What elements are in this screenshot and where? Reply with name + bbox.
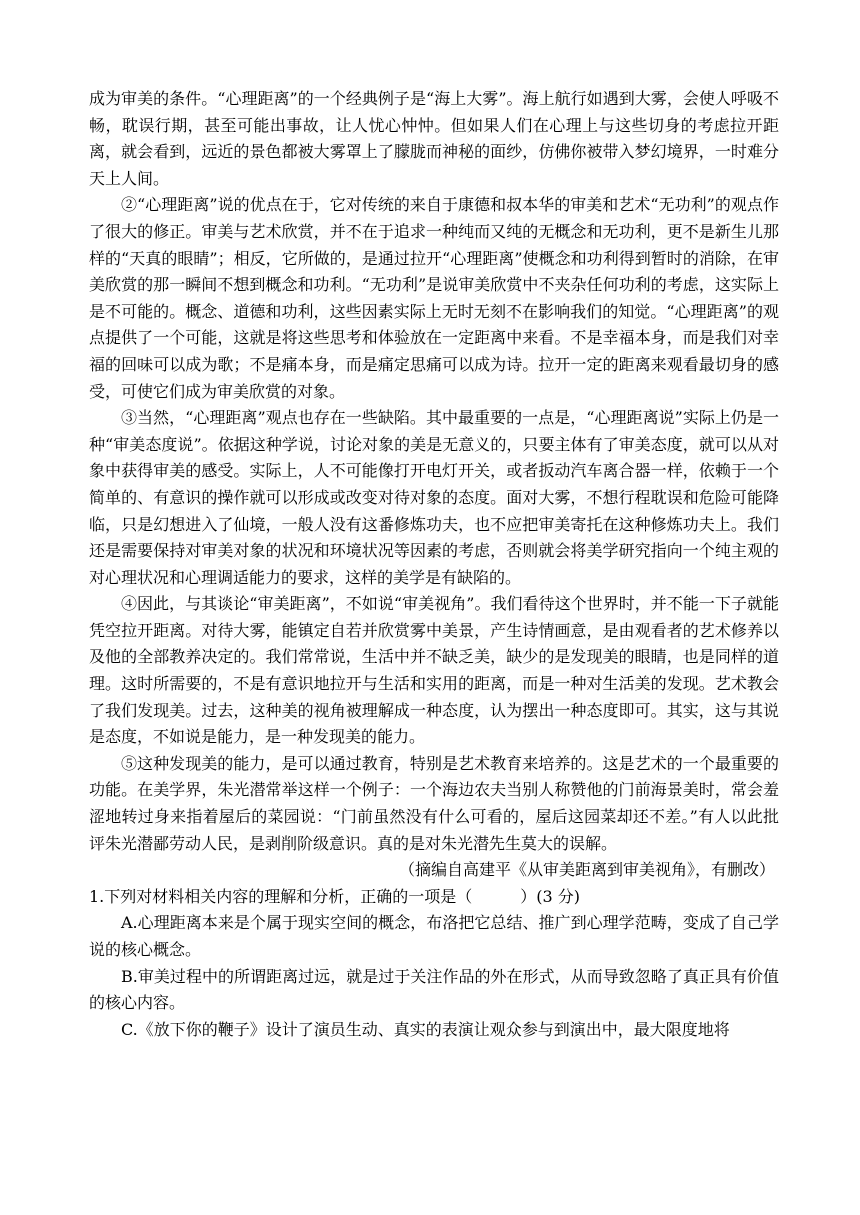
question-stem: 1.下列对材料相关内容的理解和分析，正确的一项是（ ）(3 分) xyxy=(89,886,581,906)
article-paragraph-2: ②“心理距离”说的优点在于，它对传统的来自于康德和叔本华的审美和艺术“无功利”的观点作了很大的修正。审美与艺术欣赏，并不在于追求一种纯而又纯的无概念和无功利，更不是新生儿那样的“天真的眼睛”；相反，它所做的，是通过拉开“心理距离”使概念和功利得到暂时的消除，在审美欣赏的那一瞬间不想到概念和功利。“无功利”是说审美欣赏中不夹杂任何功利的考虑，这实际上是不可能的。概念、道德和功利，这些因素实际上无时无刻不在影响我们的知觉。“心理距离”的观点提供了一个可能，这就是将这些思考和体验放在一定距离中来看。不是幸福本身，而是我们对幸福的回味可以成为歌；不是痛本身，而是痛定思痛可以成为诗。拉开一定的距离来观看最切身的感受，可使它们成为审美欣赏的对象。 xyxy=(89,195,779,401)
option-b: B.审美过程中的所谓距离过远，就是过于关注作品的外在形式，从而导致忽略了真正具有价值的核心内容。 xyxy=(89,966,779,1013)
option-a: A.心理距离本来是个属于现实空间的概念，布洛把它总结、推广到心理学范畴，变成了自己学说的核心概念。 xyxy=(89,913,779,959)
source-citation: （摘编自高建平《从审美距离到审美视角》，有删改） xyxy=(398,860,775,880)
article-paragraph-continued: 成为审美的条件。“心理距离”的一个经典例子是“海上大雾”。海上航行如遇到大雾，会使人呼吸不畅，耽误行期，甚至可能出事故，让人忧心忡忡。但如果人们在心理上与这些切身的考虑拉开距离，就会看到，远近的景色都被大雾罩上了朦胧而神秘的面纱，仿佛你被带入梦幻境界，一时难分天上人间。 xyxy=(89,89,779,188)
article-paragraph-5: ⑤这种发现美的能力，是可以通过教育，特别是艺术教育来培养的。这是艺术的一个最重要的功能。在美学界，朱光潜常举这样一个例子：一个海边农夫当别人称赞他的门前海景美时，常会羞涩地转过身来指着屋后的菜园说：“门前虽然没有什么可看的，屋后这园菜却还不差。”有人以此批评朱光潜鄙劳动人民，是剥削阶级意识。真的是对朱光潜先生莫大的误解。 xyxy=(89,753,779,853)
exam-page xyxy=(89,86,779,1043)
option-c: C.《放下你的鞭子》设计了演员生动、真实的表演让观众参与到演出中，最大限度地将 xyxy=(121,1019,730,1039)
article-paragraph-4: ④因此，与其谈论“审美距离”，不如说“审美视角”。我们看待这个世界时，并不能一下子就能凭空拉开距离。对待大雾，能镇定自若并欣赏雾中美景，产生诗情画意，是由观看者的艺术修养以及他的全部教养决定的。我们常常说，生活中并不缺乏美，缺少的是发现美的眼睛，也是同样的道理。这时所需要的，不是有意识地拉开与生活和实用的距离，而是一种对生活美的发现。艺术教会了我们发现美。过去，这种美的视角被理解成一种态度，认为摆出一种态度即可。其实，这与其说是态度，不如说是能力，是一种发现美的能力。 xyxy=(89,594,779,747)
article-paragraph-3: ③当然，“心理距离”观点也存在一些缺陷。其中最重要的一点是，“心理距离说”实际上仍是一种“审美态度说”。依据这种学说，讨论对象的美是无意义的，只要主体有了审美态度，就可以从对象中获得审美的感受。实际上，人不可能像打开电灯开关，或者扳动汽车离合器一样，依赖于一个简单的、有意识的操作就可以形成或改变对待对象的态度。面对大雾，不想行程耽误和危险可能降临，只是幻想进入了仙境，一般人没有这番修炼功夫，也不应把审美寄托在这种修炼功夫上。我们还是需要保持对审美对象的状况和环境状况等因素的考虑，否则就会将美学研究指向一个纯主观的对心理状况和心理调适能力的要求，这样的美学是有缺陷的。 xyxy=(89,408,779,587)
